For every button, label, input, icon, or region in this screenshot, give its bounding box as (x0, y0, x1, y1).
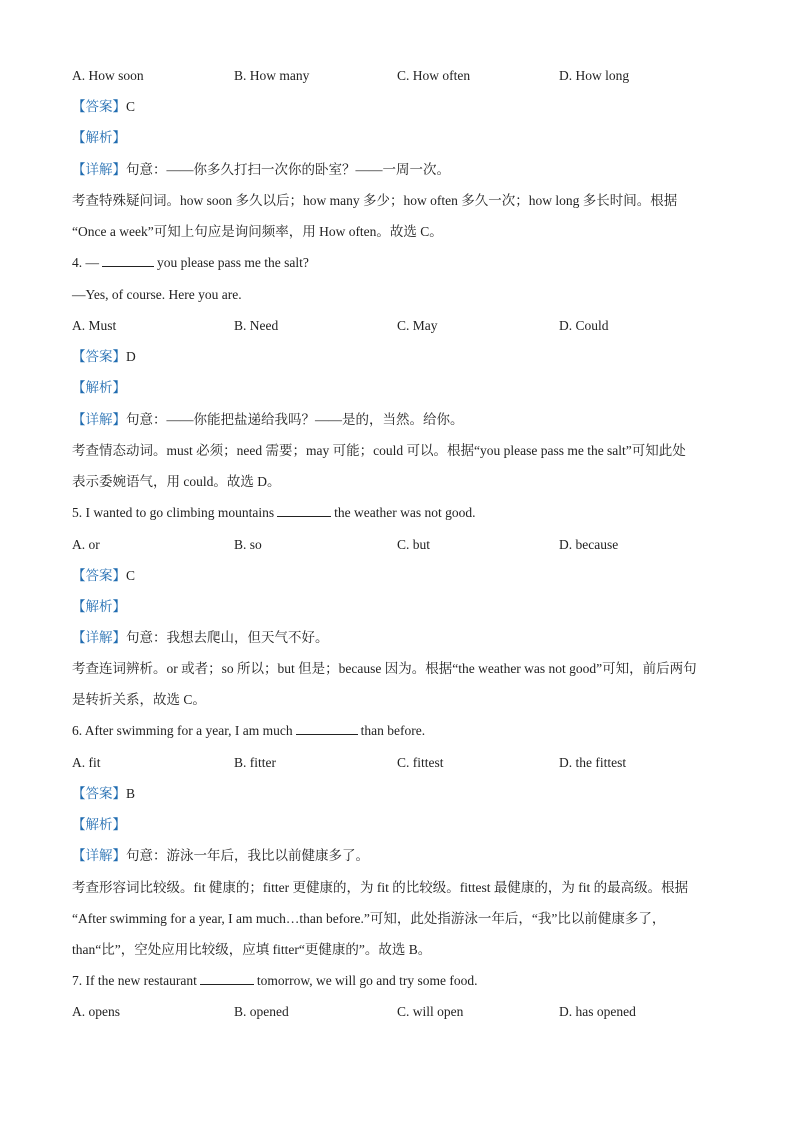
q4-stem-2: —Yes, of course. Here you are. (72, 287, 242, 302)
q5-detail (72, 628, 329, 648)
q7-stem (72, 971, 478, 991)
q5-answer (72, 566, 135, 586)
detail-label: 【详解】 (72, 162, 126, 177)
q5-option-d: D. because (559, 537, 619, 552)
q3-explain-1: 考查特殊疑问词。how soon 多久以后；how many 多少；how often 多久一次；how long 多长时间。根据 (72, 193, 678, 208)
detail-text: 句意：——你能把盐递给我吗？——是的，当然。给你。 (126, 412, 464, 427)
q4-explain-1: 考查情态动词。must 必须；need 需要；may 可能；could 可以。根据“you please pass me the salt”可知此处 (72, 443, 686, 458)
answer-value: C (126, 568, 136, 583)
q6-option-c: C. fittest (397, 755, 444, 770)
stem-before: 7. If the new restaurant (72, 973, 197, 988)
q6-answer (72, 784, 135, 804)
answer-blank (200, 972, 254, 985)
stem-before: 4. — (72, 255, 99, 270)
q4-answer (72, 347, 136, 367)
detail-label: 【详解】 (72, 412, 126, 427)
analysis-label: 【解析】 (72, 380, 126, 395)
q6-detail (72, 846, 369, 866)
q5-explain-1: 考查连词辨析。or 或者；so 所以；but 但是；because 因为。根据“the weather was not good”可知，前后两句 (72, 661, 697, 676)
q4-option-a: A. Must (72, 318, 117, 333)
q6-option-d: D. the fittest (559, 755, 627, 770)
q7-option-c: C. will open (397, 1004, 464, 1019)
q5-option-c: C. but (397, 537, 431, 552)
stem-before: 6. After swimming for a year, I am much (72, 723, 293, 738)
q6-option-a: A. fit (72, 755, 101, 770)
q3-answer (72, 97, 135, 117)
q5-option-b: B. so (234, 537, 262, 552)
answer-value: B (126, 786, 136, 801)
stem-after: than before. (360, 723, 426, 738)
q5-explain-2: 是转折关系，故选 C。 (72, 692, 206, 707)
q4-option-b: B. Need (234, 318, 279, 333)
q5-option-a: A. or (72, 537, 100, 552)
q7-option-d: D. has opened (559, 1004, 636, 1019)
q4-explain-2: 表示委婉语气，用 could。故选 D。 (72, 474, 281, 489)
answer-blank (277, 504, 331, 517)
q6-analysis (72, 815, 126, 835)
q4-stem (72, 253, 309, 273)
answer-label: 【答案】 (72, 349, 126, 364)
stem-after: you please pass me the salt? (157, 255, 309, 270)
q4-option-d: D. Could (559, 318, 609, 333)
q3-explain-2: “Once a week”可知上句应是询问频率，用 How often。故选 C。 (72, 224, 443, 239)
answer-blank (102, 254, 154, 267)
analysis-label: 【解析】 (72, 817, 126, 832)
q5-stem (72, 503, 475, 523)
answer-label: 【答案】 (72, 568, 126, 583)
q3-option-c: C. How often (397, 68, 471, 83)
q6-stem (72, 721, 425, 741)
stem-after: the weather was not good. (334, 505, 476, 520)
q6-option-b: B. fitter (234, 755, 276, 770)
q4-detail (72, 410, 464, 430)
answer-value: C (126, 99, 136, 114)
q3-option-b: B. How many (234, 68, 310, 83)
detail-label: 【详解】 (72, 848, 126, 863)
detail-label: 【详解】 (72, 630, 126, 645)
detail-text: 句意：游泳一年后，我比以前健康多了。 (126, 848, 369, 863)
q3-option-d: D. How long (559, 68, 630, 83)
q6-explain-1: 考查形容词比较级。fit 健康的；fitter 更健康的，为 fit 的比较级。fittest 最健康的，为 fit 的最高级。根据 (72, 880, 689, 895)
detail-text: 句意：我想去爬山，但天气不好。 (126, 630, 329, 645)
q4-analysis (72, 378, 126, 398)
detail-text: 句意：——你多久打扫一次你的卧室？——一周一次。 (126, 162, 450, 177)
stem-before: 5. I wanted to go climbing mountains (72, 505, 275, 520)
q4-option-c: C. May (397, 318, 438, 333)
answer-value: D (126, 349, 136, 364)
stem-after: tomorrow, we will go and try some food. (256, 973, 478, 988)
analysis-label: 【解析】 (72, 599, 126, 614)
q3-option-a: A. How soon (72, 68, 144, 83)
analysis-label: 【解析】 (72, 130, 126, 145)
q3-analysis (72, 128, 126, 148)
answer-label: 【答案】 (72, 786, 126, 801)
q6-explain-3: than“比”，空处应用比较级，应填 fitter“更健康的”。故选 B。 (72, 942, 432, 957)
answer-label: 【答案】 (72, 99, 126, 114)
answer-blank (296, 722, 358, 735)
q7-option-a: A. opens (72, 1004, 120, 1019)
q5-analysis (72, 597, 126, 617)
q7-option-b: B. opened (234, 1004, 289, 1019)
q6-explain-2: “After swimming for a year, I am much…than before.”可知，此处指游泳一年后，“我”比以前健康多了， (72, 911, 666, 926)
q3-detail (72, 160, 450, 180)
